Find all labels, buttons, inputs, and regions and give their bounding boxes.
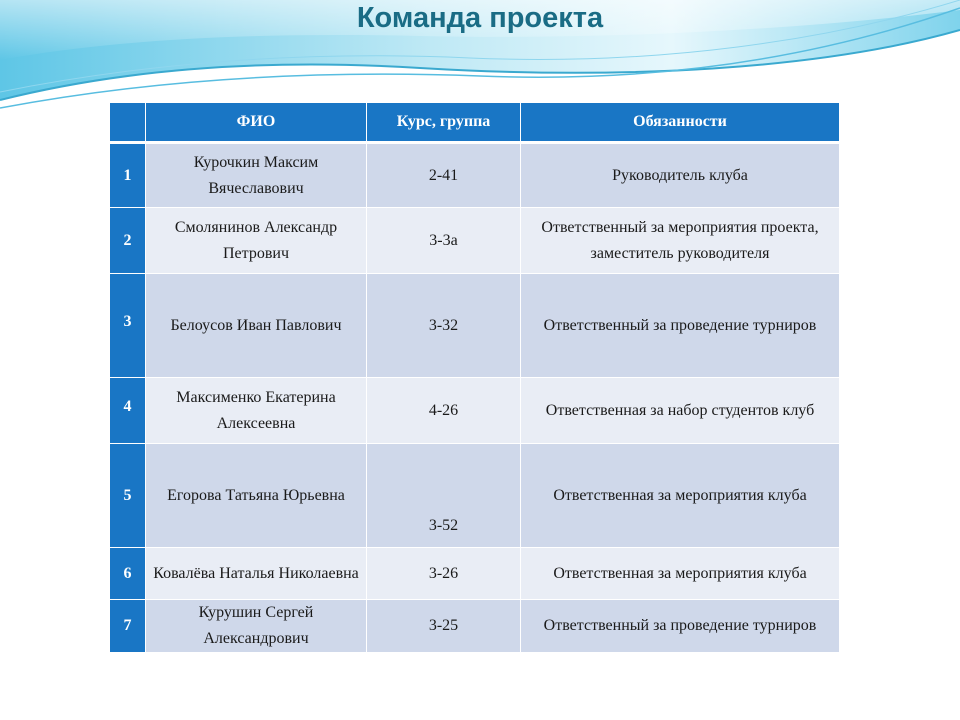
row-number: 5 — [110, 444, 146, 548]
row-name: Курушин Сергей Александрович — [146, 600, 367, 653]
table-row — [110, 274, 840, 378]
row-number: 1 — [110, 144, 146, 208]
row-group: 2-41 — [367, 144, 521, 208]
row-duty: Ответственная за мероприятия клуба — [521, 548, 840, 600]
row-name: Белоусов Иван Павлович — [146, 274, 367, 378]
row-name: Смолянинов Александр Петрович — [146, 208, 367, 274]
row-number: 7 — [110, 600, 146, 653]
table-row — [110, 548, 840, 600]
row-number: 4 — [110, 378, 146, 444]
row-group: 3-52 — [367, 444, 521, 548]
row-group: 4-26 — [367, 378, 521, 444]
row-duty: Руководитель клуба — [521, 144, 840, 208]
row-group: 3-26 — [367, 548, 521, 600]
row-group: 3-25 — [367, 600, 521, 653]
table-header-row — [110, 103, 840, 144]
header-name: ФИО — [146, 103, 367, 144]
row-name: Курочкин Максим Вячеславович — [146, 144, 367, 208]
row-number: 2 — [110, 208, 146, 274]
table-row — [110, 378, 840, 444]
row-duty: Ответственный за мероприятия проекта, заместитель руководителя — [521, 208, 840, 274]
row-group: 3-3а — [367, 208, 521, 274]
table-row — [110, 208, 840, 274]
row-duty: Ответственная за мероприятия клуба — [521, 444, 840, 548]
header-group: Курс, группа — [367, 103, 521, 144]
row-duty: Ответственный за проведение турниров — [521, 274, 840, 378]
row-name: Егорова Татьяна Юрьевна — [146, 444, 367, 548]
team-table — [110, 103, 840, 653]
row-name: Ковалёва Наталья Николаевна — [146, 548, 367, 600]
row-duty: Ответственная за набор студентов клуб — [521, 378, 840, 444]
table-row — [110, 444, 840, 548]
row-duty: Ответственный за проведение турниров — [521, 600, 840, 653]
page-title: Команда проекта — [356, 2, 604, 34]
header-number — [110, 103, 146, 144]
row-number: 6 — [110, 548, 146, 600]
header-duties: Обязанности — [521, 103, 840, 144]
row-name: Максименко Екатерина Алексеевна — [146, 378, 367, 444]
row-group: 3-32 — [367, 274, 521, 378]
table-row — [110, 600, 840, 653]
row-number: 3 — [110, 274, 146, 378]
table-row — [110, 144, 840, 208]
